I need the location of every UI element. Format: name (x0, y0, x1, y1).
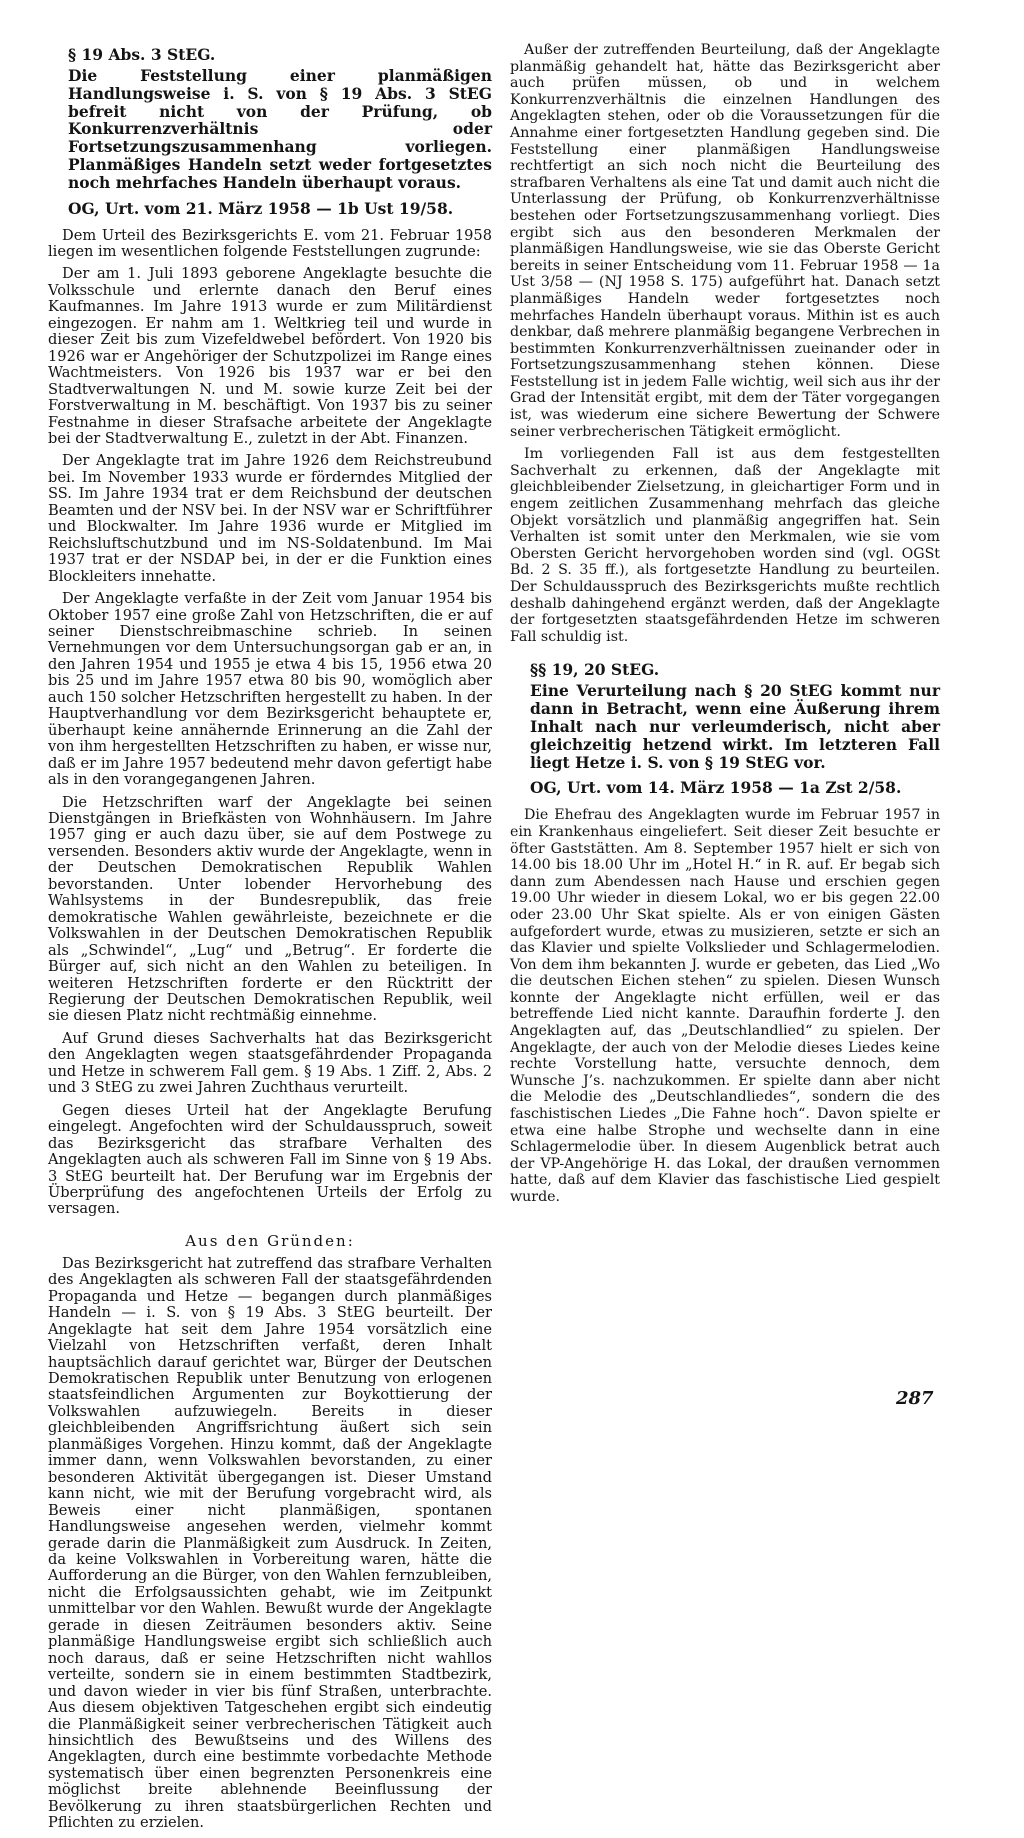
case2-court: OG, Urt. vom 14. März 1958 — 1a Zst 2/58. (530, 778, 902, 798)
case1-court: OG, Urt. vom 21. März 1958 — 1b Ust 19/58. (68, 198, 454, 218)
case1-reasons-paragraph: Das Bezirksgericht hat zutreffend das strafbare Verhalten des Angeklagten als schweren Fall der staatsgefährdenden Propaganda und Hetze — begangen durch planmäßiges Handeln — i. S. von § 19 Abs. 3 StEG beurteilt. Der Angeklagte hat seit dem Jahre 1954 vorsätzlich eine Vielzahl von Hetzschriften verfaßt, deren Inhalt hauptsächlich darauf gerichtet war, Bürger der Deutschen Demokratischen Republik unter Benutzung von erlogenen staatsfeindlichen Argumenten zur Boykottierung der Volkswahlen aufzuwiegeln. Bereits in dieser gleichbleibenden Angriffsrichtung äußert sich sein planmäßiges Vorgehen. Hinzu kommt, daß der Angeklagte immer dann, wenn Volkswahlen bevorstanden, zu einer besonderen Aktivität übergegangen ist. Dieser Umstand kann nicht, wie mit der Berufung vorgebracht wird, als Beweis einer nicht planmäßigen, spontanen Handlungsweise angesehen werden, vielmehr kommt gerade darin die Planmäßigkeit zum Ausdruck. In Zeiten, da keine Volkswahlen in Vorbereitung waren, hätte die Aufforderung an die Bürger, von den Wahlen fernzubleiben, nicht die Erfolgsaussichten gehabt, wie im Zeitpunkt unmittelbar vor den Wahlen. Bewußt wurde der Angeklagte gerade in diesen Zeiträumen besonders aktiv. Seine planmäßige Handlungsweise ergibt sich schließlich auch noch daraus, daß er seine Hetzschriften nicht wahllos verteilte, sondern sie in einem bestimmten Stadtbezirk, und davon wieder in vier bis fünf Straßen, unterbrachte. Aus diesem objektiven Tatgeschehen ergibt sich eindeutig die Planmäßigkeit seiner verbrecherischen Tätigkeit auch hinsichtlich des Bewußtseins und des Willens des Angeklagten, durch eine bestimmte vorbedachte Methode systematisch über einen begrenzten Personenkreis eine möglichst breite ablehnende Beeinflussung der Bevölkerung zu ihren staatsbürgerlichen Rechten und Pflichten zu erzielen. (48, 1254, 492, 1832)
case1-paragraph: Gegen dieses Urteil hat der Angeklagte Berufung eingelegt. Angefochten wird der Schuldausspruch, soweit das Bezirksgericht das strafbare Verhalten des Angeklagten auch als schweren Fall im Sinne von § 19 Abs. 3 StEG beurteilt hat. Der Berufung war im Ergebnis der Überprüfung des angefochtenen Urteils der Erfolg zu versagen. (48, 1101, 492, 1218)
case1-reasons-paragraph: Im vorliegenden Fall ist aus dem festgestellten Sachverhalt zu erkennen, daß der Angeklagte mit gleichbleibender Zielsetzung, in gleichartiger Form und in engem zeitlichen Zusammenhang mehrfach das gleiche Objekt vorsätzlich und planmäßig angegriffen hat. Sein Verhalten ist somit unter den Merkmalen, wie sie vom Obersten Gericht hervorgehoben worden sind (vgl. OGSt Bd. 2 S. 35 ff.), als fortgesetzte Handlung zu beurteilen. Der Schuldausspruch des Bezirksgerichts mußte rechtlich deshalb dahingehend ergänzt werden, daß der Angeklagte der fortgesetzten staatsgefährdenden Hetze im schweren Fall schuldig ist. (510, 446, 940, 645)
right-column (510, 42, 940, 1212)
case1-paragraph: Dem Urteil des Bezirksgerichts E. vom 21. Februar 1958 liegen im wesentlichen folgende Feststellungen zugrunde: (48, 226, 492, 261)
case2-citation: §§ 19, 20 StEG. (530, 660, 660, 680)
case1-paragraph: Der Angeklagte verfaßte in der Zeit vom Januar 1954 bis Oktober 1957 eine große Zahl von Hetzschriften, die er auf seiner Dienstschreibmaschine schrieb. In seinen Vernehmungen vor dem Untersuchungsorgan gab er an, in den Jahren 1954 und 1955 je etwa 4 bis 15, 1956 etwa 20 bis 25 und im Jahre 1957 etwa 80 bis 90, womöglich aber auch 150 solcher Hetzschriften hergestellt zu haben. In der Hauptverhandlung vor dem Bezirksgericht behauptete er, überhaupt keine annähernde Erinnerung an die Zahl der von ihm hergestellten Hetzschriften zu haben, er wisse nur, daß er im Jahre 1957 bedeutend mehr davon gefertigt habe als in den vorangegangenen Jahren. (48, 590, 492, 789)
case1-summary: Die Feststellung einer planmäßigen Handlungsweise i. S. von § 19 Abs. 3 StEG befreit nicht von der Prüfung, ob Konkurrenzverhältnis oder Fortsetzungszusammenhang vorliegen. Planmäßiges Handeln setzt weder fortgesetztes noch mehrfaches Handeln überhaupt voraus. (68, 66, 492, 192)
case1-paragraph: Der am 1. Juli 1893 geborene Angeklagte besuchte die Volksschule und erlernte danach den Beruf eines Kaufmannes. Im Jahre 1913 wurde er zum Militärdienst eingezogen. Er nahm am 1. Weltkrieg teil und wurde in dieser Zeit bis zum Vizefeldwebel befördert. Von 1920 bis 1926 war er Angehöriger der Schutzpolizei im Range eines Wachtmeisters. Von 1926 bis 1937 war er bei den Stadtverwaltungen N. und M. sowie kurze Zeit bei der Forstverwaltung in M. beschäftigt. Von 1937 bis zu seiner Festnahme in dieser Strafsache arbeitete der Angeklagte bei der Stadtverwaltung E., zuletzt in der Abt. Finanzen. (48, 265, 492, 448)
case1-reasons-paragraph: Außer der zutreffenden Beurteilung, daß der Angeklagte planmäßig gehandelt hat, hätte das Bezirksgericht aber auch prüfen müssen, ob und in welchem Konkurrenzverhältnis die einzelnen Handlungen des Angeklagten stehen, oder ob die Voraussetzungen für die Annahme einer fortgesetzten Handlung gegeben sind. Die Feststellung einer planmäßigen Handlungsweise rechtfertigt an sich noch nicht die Beurteilung des strafbaren Verhaltens als eine Tat und damit auch nicht die Unterlassung der Prüfung, ob Konkurrenzverhältnisse bestehen oder Fortsetzungszusammenhang vorliegt. Dies ergibt sich aus den besonderen Merkmalen der planmäßigen Handlungsweise, wie sie das Oberste Gericht bereits in seiner Entscheidung vom 11. Februar 1958 — 1a Ust 3/58 — (NJ 1958 S. 175) aufgeführt hat. Danach setzt planmäßiges Handeln weder fortgesetztes noch mehrfaches Handeln überhaupt voraus. Mithin ist es auch denkbar, daß mehrere planmäßig begangene Verbrechen in bestimmten Konkurrenzverhältnissen zueinander oder in Fortsetzungszusammenhang stehen können. Diese Feststellung ist in jedem Falle wichtig, weil sich aus ihr der Grad der Intensität ergibt, mit dem der Täter vorgegangen ist, was wiederum eine sichere Bewertung der Schwere seiner verbrecherischen Tätigkeit ermöglicht. (510, 42, 940, 440)
case1-citation: § 19 Abs. 3 StEG. (68, 45, 216, 64)
case2-paragraph: Die Ehefrau des Angeklagten wurde im Februar 1957 in ein Krankenhaus eingeliefert. Seit dieser Zeit besuchte er öfter Gaststätten. Am 8. September 1957 hielt er sich von 14.00 bis 18.00 Uhr im „Hotel H.“ in R. auf. Er begab sich dann zum Abendessen nach Hause und erschien gegen 19.00 Uhr wieder in diesem Lokal, wo er bis gegen 22.00 oder 23.00 Uhr Skat spielte. Als er von einigen Gästen aufgefordert wurde, etwas zu musizieren, setzte er sich an das Klavier und spielte Volkslieder und Schlagermelodien. Von dem ihm bekannten J. wurde er gebeten, das Lied „Wo die deutschen Eichen stehen“ zu spielen. Diesen Wunsch konnte der Angeklagte nicht erfüllen, weil er das betreffende Lied nicht kannte. Daraufhin forderte J. den Angeklagten auf, das „Deutschlandlied“ zu spielen. Der Angeklagte, der auch von der Melodie dieses Liedes keine rechte Vorstellung hatte, versuchte dennoch, dem Wunsche J’s. nachzukommen. Er spielte dann aber nicht die Melodie des „Deutschlandliedes“, sondern die des faschistischen Liedes „Die Fahne hoch“. Davon spielte er etwa eine halbe Strophe und wechselte dann in eine Schlagermelodie über. In diesem Augenblick betrat auch der VP-Angehörige H. das Lokal, der draußen vernommen hatte, daß auf dem Klavier das faschistische Lied gespielt wurde. (510, 807, 940, 1206)
case1-paragraph: Die Hetzschriften warf der Angeklagte bei seinen Dienstgängen in Briefkästen von Wohnhäusern. Im Jahre 1957 ging er auch dazu über, sie auf dem Postwege zu versenden. Besonders aktiv wurde der Angeklagte, wenn in der Deutschen Demokratischen Republik Wahlen bevorstanden. Unter lobender Hervorhebung des Wahlsystems in der Bundesrepublik, das freie demokratische Wahlen gewährleiste, bezeichnete er die Volkswahlen in der Deutschen Demokratischen Republik als „Schwindel“, „Lug“ und „Betrug“. Er forderte die Bürger auf, sich nicht an den Wahlen zu beteiligen. In weiteren Hetzschriften forderte er den Rücktritt der Regierung der Deutschen Demokratischen Republik, weil sie diesen Platz nicht rechtmäßig einnehme. (48, 793, 492, 1025)
page-number: 287 (896, 1388, 934, 1409)
case2-summary: Eine Verurteilung nach § 20 StEG kommt nur dann in Betracht, wenn eine Äußerung ihrem Inhalt nach nur verleumderisch, nicht aber gleichzeitig hetzend wirkt. Im letzteren Fall liegt Hetze i. S. von § 19 StEG vor. (530, 681, 940, 772)
reasons-heading: Aus den Gründen: (185, 1231, 355, 1250)
case1-paragraph: Auf Grund dieses Sachverhalts hat das Bezirksgericht den Angeklagten wegen staatsgefährdender Propaganda und Hetze in schwerem Fall gem. § 19 Abs. 1 Ziff. 2, Abs. 2 und 3 StEG zu zwei Jahren Zuchthaus verurteilt. (48, 1029, 492, 1097)
case1-paragraph: Der Angeklagte trat im Jahre 1926 dem Reichstreubund bei. Im November 1933 wurde er förderndes Mitglied der SS. Im Jahre 1934 trat er dem Reichsbund der deutschen Beamten und der NSV bei. In der NSV war er Schriftführer und Blockwalter. Im Jahre 1936 wurde er Mitglied im Reichsluftschutzbund und im NS-Soldatenbund. Im Mai 1937 trat er der NSDAP bei, in der er die Funktion eines Blockleiters innehatte. (48, 452, 492, 585)
left-column (48, 46, 492, 1838)
